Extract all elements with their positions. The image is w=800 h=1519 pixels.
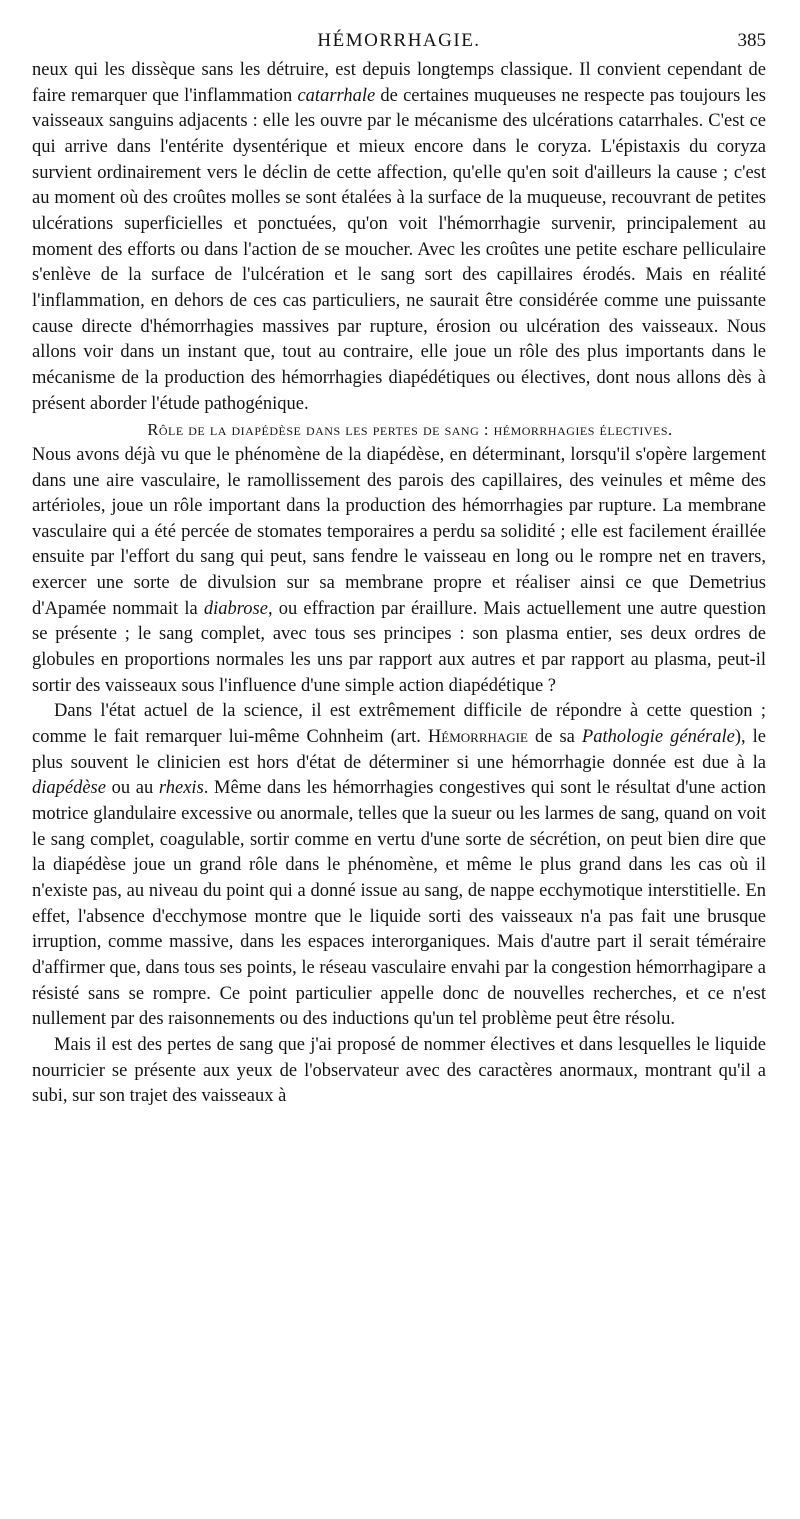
paragraph-continuation bbox=[32, 58, 766, 417]
running-title: HÉMORRHAGIE. bbox=[317, 30, 481, 51]
text-run: ), le plus souvent le clinicien est hors d'état de déterminer si une hémorrhagie donnée est due à la bbox=[32, 727, 767, 773]
text-run: Mais il est des pertes de sang que j'ai proposé de nommer électives et dans lesquelles le liquide nourricier se présente aux yeux de l'observateur avec des caractères anormaux, montrant qu'il a subi, sur son trajet des vaisseaux à bbox=[32, 1034, 766, 1107]
text-run: de certaines muqueuses ne respecte pas toujours les vaisseaux sanguins adjacents : elle les ouvre par le mécanisme des ulcérations catarrhales. C'est ce qui arrive dans l'entérite dysentérique et mieux encore dans le coryza. L'épistaxis du coryza survient ordinairement vers le déclin de cette affection, qu'elle qu'en soit d'ailleurs la cause ; c'est au moment où des croûtes molles se sont étalées à la surface de la muqueuse, recouvrant de petites ulcérations superficielles et ponctuées, qu'on voit l'hémorrhagie survenir, principalement au moment des efforts ou dans l'action de se moucher. Avec les croûtes une petite eschare pelliculaire s'enlève de la surface de l'ulcération et le sang sort des capillaires érodés. Mais en réalité l'inflammation, en dehors de ces cas particuliers, ne saurait être considérée comme une puissante cause directe d'hémorrhagies massives par rupture, érosion ou ulcération des vaisseaux. Nous allons voir dans un instant que, tout au contraire, elle joue un rôle des plus importants dans le mécanisme de la production des hémorrhagies diapédétiques ou électives, dont nous allons dès à présent aborder l'étude pathogénique. bbox=[32, 85, 766, 414]
body-text bbox=[32, 58, 766, 1110]
smallcaps-term: Hémorrhagie bbox=[427, 727, 528, 748]
text-run: ou au bbox=[105, 778, 159, 799]
text-run: de sa bbox=[527, 727, 582, 748]
text-run: . Même dans les hémorrhagies congestives qui sont le résultat d'une action motrice glandulaire excessive ou anormale, telles que la sueur ou les larmes de sang, quand on voit le sang complet, coagulable, sortir comme en vertu d'une sorte de sécrétion, on peut bien dire que la diapédèse joue un grand rôle dans le phénomène, et même le plus grand dans les cas où il n'existe pas, au niveau du point qui a donné issue au sang, de nappe ecchymotique interstitielle. En effet, l'absence d'ecchymose montre que le liquide sorti des vaisseaux n'a pas fait une brusque irruption, comme massive, dans les espaces interorganiques. Mais d'autre part il serait téméraire d'affirmer que, dans tous ses points, le réseau vasculaire envahi par la congestion hémorrhagipare a résisté sans se rompre. Ce point particulier appelle donc de nouvelles recherches, et ce n'est nullement par des raisonnements ou des inductions qu'un tel problème peut être résolu. bbox=[32, 778, 767, 1030]
text-run: , ou effraction par éraillure. Mais actuellement une autre question se présente ; le sang complet, avec tous ses principes : son plasma entier, ses deux ordres de globules en proportions normales les uns par rapport aux autres et par rapport au plasma, peut-il sortir des vaisseaux sous l'influence d'une simple action diapédétique ? bbox=[32, 598, 766, 696]
paragraph-diapedese bbox=[32, 443, 766, 700]
italic-term: rhexis bbox=[158, 778, 204, 799]
paragraph-science bbox=[32, 699, 766, 1033]
paragraph-electives bbox=[32, 1033, 766, 1110]
italic-term: catarrhale bbox=[297, 85, 376, 106]
section-heading: Rôle de la diapédèse dans les pertes de sang : hémorrhagies électives. bbox=[147, 420, 673, 440]
page-header bbox=[32, 28, 766, 58]
text-run: neux qui les dissèque sans les détruire, est depuis longtemps classique. Il convient cependant de faire remarquer que l'inflammation bbox=[32, 60, 766, 106]
page-number: 385 bbox=[737, 30, 766, 51]
italic-term: diapédèse bbox=[32, 778, 106, 799]
italic-title: Pathologie générale bbox=[581, 727, 735, 748]
italic-term: diabrose bbox=[203, 598, 268, 619]
text-run: Dans l'état actuel de la science, il est extrêmement difficile de répondre à cette question ; comme le fait remarquer lui-même Cohnheim (art. bbox=[32, 701, 766, 748]
text-run: Nous avons déjà vu que le phénomène de la diapédèse, en déterminant, lorsqu'il s'opère largement dans une aire vasculaire, le ramollissement des parois des capillaires, des veinules et même des artérioles, joue un rôle important dans la production des hémorrhagies par rupture. La membrane vasculaire qui a été percée de stomates temporaires a perdu sa solidité ; elle est facilement éraillée ensuite par l'effort du sang qui peut, sans fendre le vaisseau en long ou le rompre net en travers, exercer une sorte de divulsion sur sa membrane propre et réaliser ainsi ce que Demetrius d'Apamée nommait la bbox=[32, 444, 766, 619]
